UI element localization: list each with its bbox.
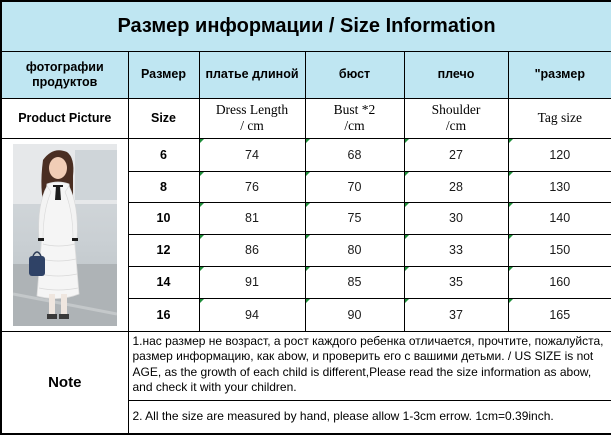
size-cell: 16 [128, 298, 199, 331]
bust-cell: 70 [305, 171, 404, 202]
length-cell: 86 [199, 234, 305, 266]
header-length-en-line2: / cm [240, 118, 264, 133]
note-line-1: 1.нас размер не возраст, а рост каждого ребенка отличается, прочтите, пожалуйста, размер информацию, как abow, и проверить его с вашими детьми. / US SIZE is not AGE, as the growth of each child is different,Please read the size information as abow, and check it with your children. [128, 331, 611, 400]
shoulder-cell: 35 [404, 266, 508, 298]
header-shoulder-en-line1: Shoulder [431, 102, 481, 117]
note-line-2: 2. All the size are measured by hand, please allow 1-3cm errow. 1cm=0.39inch. [128, 400, 611, 434]
header-shoulder-en [404, 98, 508, 138]
tag-size-cell: 140 [508, 202, 611, 234]
bust-cell: 75 [305, 202, 404, 234]
header-size-ru: Размер [128, 51, 199, 98]
size-cell: 8 [128, 171, 199, 202]
shoulder-cell: 30 [404, 202, 508, 234]
header-tag-en-text: Tag size [537, 110, 582, 125]
tag-size-cell: 120 [508, 138, 611, 171]
header-length-ru: платье длиной [199, 51, 305, 98]
header-bust-en [305, 98, 404, 138]
tag-size-cell: 165 [508, 298, 611, 331]
header-tag-ru: "размер [508, 51, 611, 98]
length-cell: 74 [199, 138, 305, 171]
length-cell: 91 [199, 266, 305, 298]
product-photo [13, 144, 117, 326]
shoulder-cell: 33 [404, 234, 508, 266]
length-cell: 94 [199, 298, 305, 331]
bust-cell: 80 [305, 234, 404, 266]
size-cell: 14 [128, 266, 199, 298]
size-cell: 12 [128, 234, 199, 266]
note-row [1, 331, 611, 400]
bust-cell: 68 [305, 138, 404, 171]
table-title: Размер информации / Size Information [1, 1, 611, 51]
tag-size-cell: 130 [508, 171, 611, 202]
header-bust-en-line1: Bust *2 [333, 102, 376, 117]
length-cell: 76 [199, 171, 305, 202]
header-size-en: Size [128, 98, 199, 138]
header-length-en [199, 98, 305, 138]
bust-cell: 85 [305, 266, 404, 298]
size-cell: 6 [128, 138, 199, 171]
header-shoulder-ru: плечо [404, 51, 508, 98]
bust-cell: 90 [305, 298, 404, 331]
shoulder-cell: 28 [404, 171, 508, 202]
product-photo-cell [1, 138, 128, 331]
length-cell: 81 [199, 202, 305, 234]
shoulder-cell: 37 [404, 298, 508, 331]
tag-size-cell: 160 [508, 266, 611, 298]
size-cell: 10 [128, 202, 199, 234]
table-row [1, 138, 611, 171]
note-label: Note [1, 331, 128, 434]
header-photo-ru: фотографии продуктов [1, 51, 128, 98]
header-tag-en [508, 98, 611, 138]
shoulder-cell: 27 [404, 138, 508, 171]
header-shoulder-en-line2: /cm [445, 118, 467, 133]
header-photo-en: Product Picture [1, 98, 128, 138]
header-bust-ru: бюст [305, 51, 404, 98]
header-length-en-line1: Dress Length [215, 102, 289, 117]
tag-size-cell: 150 [508, 234, 611, 266]
header-bust-en-line2: /cm [344, 118, 365, 133]
